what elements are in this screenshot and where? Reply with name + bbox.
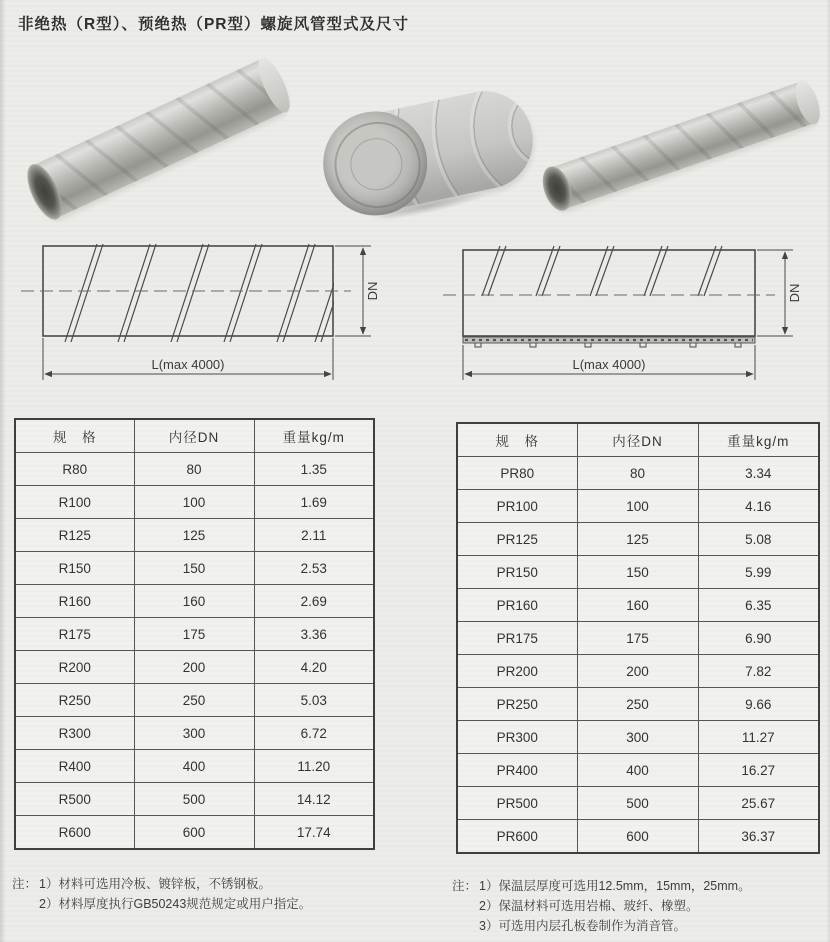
table-cell: 3.34 [698,457,819,490]
table-header-row [457,423,819,457]
spiral-seam-lines [482,246,722,296]
table-cell: 6.35 [698,589,819,622]
table-cell: 500 [134,783,254,816]
table-cell: 7.82 [698,655,819,688]
table-cell: R150 [15,552,134,585]
notes-r-type [12,874,311,914]
pr-type-spec-table [456,422,820,854]
table-cell: R100 [15,486,134,519]
table-row [457,457,819,490]
table-cell: 175 [577,622,698,655]
table-cell: 100 [577,490,698,523]
table-cell: R250 [15,684,134,717]
table-cell: PR500 [457,787,577,820]
table-cell: PR80 [457,457,577,490]
table-row [15,618,374,651]
notes-pr-type [452,876,751,936]
table-cell: 5.99 [698,556,819,589]
table-cell: 5.08 [698,523,819,556]
table-cell: 160 [134,585,254,618]
note-item: 1）保温层厚度可选用12.5mm，15mm，25mm。 [479,879,751,893]
table-cell: 300 [577,721,698,754]
table-cell: 200 [134,651,254,684]
table-cell: 2.53 [254,552,374,585]
duct-cut-end [252,53,295,116]
dn-dimension-label: DN [787,283,802,303]
table-cell: 150 [134,552,254,585]
table-cell: PR175 [457,622,577,655]
table-cell: PR200 [457,655,577,688]
table-cell: 175 [134,618,254,651]
spiral-duct-photo-middle [310,92,550,220]
table-header-row [15,419,374,453]
table-cell: 600 [577,820,698,854]
table-cell: R500 [15,783,134,816]
note-item: 1）材料可选用冷板、镀锌板，不锈钢板。 [39,877,271,891]
table-row [15,486,374,519]
table-row [15,453,374,486]
spiral-duct-photo-left [15,65,305,215]
table-row [457,721,819,754]
table-cell: R125 [15,519,134,552]
note-item: 2）保温材料可选用岩棉、玻纤、橡塑。 [479,899,699,913]
table-cell: 11.27 [698,721,819,754]
table-cell: 6.90 [698,622,819,655]
inner-liner-strip [463,337,755,347]
note-list [479,876,751,936]
r-duct-diagram [15,228,427,396]
table-row [457,820,819,854]
table-cell: R400 [15,750,134,783]
col-header-dn: 内径DN [577,423,698,457]
table-cell: PR400 [457,754,577,787]
table-cell: 17.74 [254,816,374,850]
table-row [457,622,819,655]
col-header-weight: 重量kg/m [698,423,819,457]
table-cell: 150 [577,556,698,589]
note-list [39,874,311,914]
table-cell: 11.20 [254,750,374,783]
table-cell: 300 [134,717,254,750]
table-cell: 125 [577,523,698,556]
table-cell: R175 [15,618,134,651]
r-type-spec-table [14,418,375,850]
table-row [457,556,819,589]
table-row [15,750,374,783]
table-cell: 4.16 [698,490,819,523]
table-row [15,717,374,750]
note-prefix: 注： [452,879,478,893]
table-cell: R200 [15,651,134,684]
table-cell: 2.69 [254,585,374,618]
table-cell: 250 [134,684,254,717]
spiral-seam-lines [65,244,353,342]
table-row [457,523,819,556]
col-header-spec: 规 格 [15,419,134,453]
spiral-duct-photo-right [535,84,830,214]
table-cell: 5.03 [254,684,374,717]
duct-cut-end [791,77,825,127]
table-cell: 2.11 [254,519,374,552]
table-cell: 100 [134,486,254,519]
dn-dimension-label: DN [365,281,380,301]
table-row [457,655,819,688]
table-cell: 200 [577,655,698,688]
table-row [15,783,374,816]
table-cell: 80 [577,457,698,490]
table-cell: 16.27 [698,754,819,787]
table-cell: 250 [577,688,698,721]
table-row [15,585,374,618]
table-cell: PR150 [457,556,577,589]
table-row [15,651,374,684]
duct-cylinder-image [314,79,545,225]
table-cell: 9.66 [698,688,819,721]
table-cell: 160 [577,589,698,622]
table-cell: PR125 [457,523,577,556]
pr-duct-diagram [435,228,830,396]
table-cell: R160 [15,585,134,618]
table-cell: 25.67 [698,787,819,820]
table-cell: 36.37 [698,820,819,854]
table-cell: PR300 [457,721,577,754]
duct-tube-image [541,79,822,212]
length-dimension-label: L(max 4000) [572,357,646,372]
duct-opening [20,159,69,224]
table-cell: 14.12 [254,783,374,816]
length-dimension-label: L(max 4000) [151,357,225,372]
col-header-dn: 内径DN [134,419,254,453]
col-header-spec: 规 格 [457,423,577,457]
table-cell: R80 [15,453,134,486]
table-cell: 400 [134,750,254,783]
table-cell: 80 [134,453,254,486]
table-cell: 500 [577,787,698,820]
note-item: 3）可选用内层孔板卷制作为消音管。 [479,919,686,933]
table-row [15,684,374,717]
table-cell: 1.35 [254,453,374,486]
duct-body-outline [463,250,755,336]
duct-tube-image [23,56,292,223]
note-item: 2）材料厚度执行GB50243规范规定或用户指定。 [39,897,312,911]
table-cell: 600 [134,816,254,850]
table-cell: R600 [15,816,134,850]
table-cell: 6.72 [254,717,374,750]
table-row [457,589,819,622]
table-cell: 4.20 [254,651,374,684]
table-cell: PR600 [457,820,577,854]
table-row [15,552,374,585]
table-cell: PR160 [457,589,577,622]
table-row [457,787,819,820]
table-cell: PR250 [457,688,577,721]
table-row [457,688,819,721]
table-cell: R300 [15,717,134,750]
duct-opening [537,163,577,215]
table-cell: 400 [577,754,698,787]
table-cell: PR100 [457,490,577,523]
note-prefix: 注： [12,877,38,891]
table-row [15,519,374,552]
col-header-weight: 重量kg/m [254,419,374,453]
page-title: 非绝热（R型）、预绝热（PR型）螺旋风管型式及尺寸 [18,16,409,33]
table-row [457,754,819,787]
table-cell: 1.69 [254,486,374,519]
table-row [457,490,819,523]
table-cell: 3.36 [254,618,374,651]
table-cell: 125 [134,519,254,552]
table-row [15,816,374,850]
